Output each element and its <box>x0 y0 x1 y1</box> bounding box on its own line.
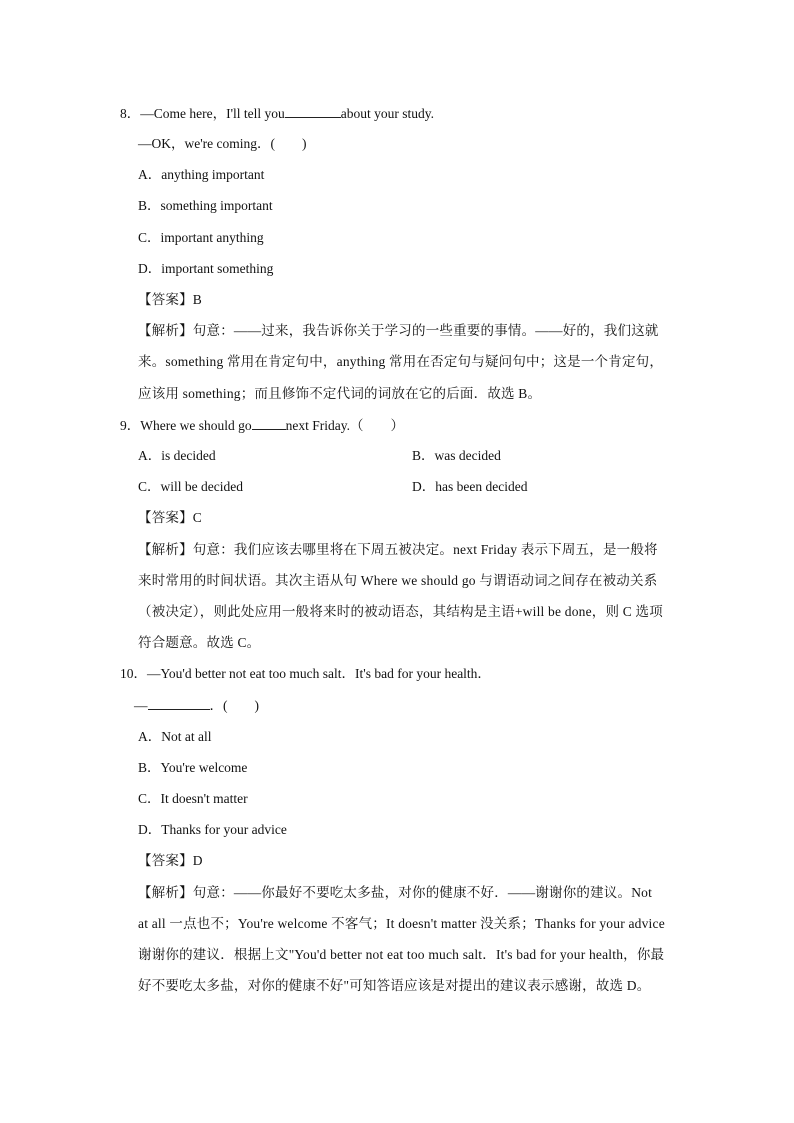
analysis-line: 来时常用的时间状语。其次主语从句 Where we should go 与谓语动词之间存在被动关系 <box>138 573 658 588</box>
answer-label: 【答案】B <box>138 292 203 307</box>
question-9-stem <box>120 416 404 435</box>
option-d: D．important something <box>138 261 274 276</box>
analysis-line: 谢谢你的建议．根据上文"You'd better not eat too much salt．It's bad for your health，你最 <box>138 947 665 962</box>
option-b: B．something important <box>138 198 273 213</box>
answer-label: 【答案】D <box>138 853 203 868</box>
option-b: B．was decided <box>412 448 501 463</box>
question-8-reply: —OK，we're coming．( ) <box>138 136 307 151</box>
option-a: A．is decided <box>138 448 216 463</box>
option-d: D．has been decided <box>412 479 528 494</box>
option-a: A．anything important <box>138 167 265 182</box>
option-c: C．It doesn't matter <box>138 791 248 806</box>
q8-stem-text-end: about your study. <box>340 106 435 121</box>
analysis-line: 【解析】句意：——过来，我告诉你关于学习的一些重要的事情。——好的，我们这就 <box>138 323 659 338</box>
option-c: C．will be decided <box>138 479 243 494</box>
q9-stem-text-end: next Friday.（ ） <box>285 418 404 433</box>
answer-blank <box>285 104 341 118</box>
analysis-line: 【解析】句意：——你最好不要吃太多盐，对你的健康不好．——谢谢你的建议。Not <box>138 885 653 900</box>
q8-stem-text: 8．—Come here，I'll tell you <box>120 106 285 121</box>
option-c: C．important anything <box>138 230 264 245</box>
analysis-line: at all 一点也不；You're welcome 不客气；It doesn't matter 没关系；Thanks for your advice <box>138 916 665 931</box>
analysis-line: 来。something 常用在肯定句中，anything 常用在否定句与疑问句中；这是一个肯定句， <box>138 354 664 369</box>
analysis-line: 【解析】句意：我们应该去哪里将在下周五被决定。next Friday 表示下周五，是一般将 <box>138 542 658 557</box>
analysis-line: （被决定），则此处应用一般将来时的被动语态，其结构是主语+will be done，则 C 选项 <box>138 604 663 619</box>
option-b: B．You're welcome <box>138 760 248 775</box>
answer-blank <box>148 696 210 710</box>
analysis-line: 应该用 something；而且修饰不定代词的词放在它的后面．故选 B。 <box>138 386 542 401</box>
answer-blank <box>252 416 286 430</box>
q10-reply-end: ．( ) <box>209 698 259 713</box>
question-10-stem: 10．—You'd better not eat too much salt．It's bad for your health． <box>120 666 491 681</box>
option-d: D．Thanks for your advice <box>138 822 287 837</box>
question-10-reply <box>134 696 259 715</box>
question-8-stem <box>120 104 434 123</box>
analysis-line: 符合题意。故选 C。 <box>138 635 261 650</box>
option-a: A．Not at all <box>138 729 212 744</box>
q9-stem-text: 9．Where we should go <box>120 418 252 433</box>
analysis-line: 好不要吃太多盐，对你的健康不好"可知答语应该是对提出的建议表示感谢，故选 D。 <box>138 978 651 993</box>
dash: — <box>134 698 148 713</box>
answer-label: 【答案】C <box>138 510 203 525</box>
